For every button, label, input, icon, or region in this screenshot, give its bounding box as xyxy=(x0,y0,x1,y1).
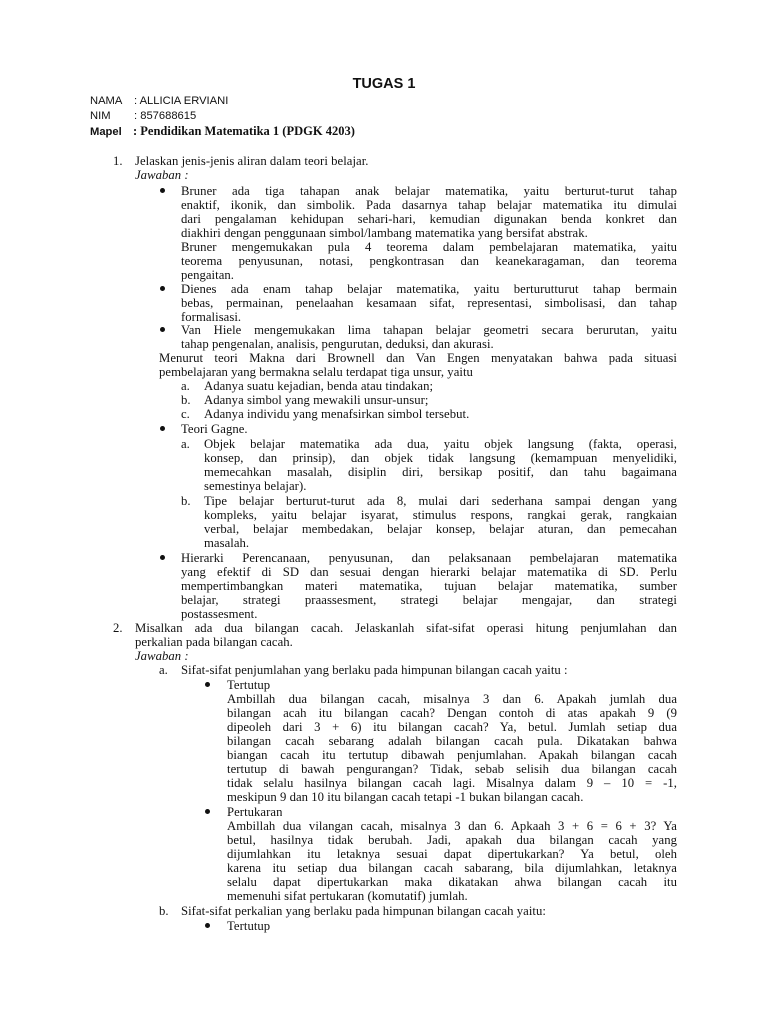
gagne-b-line-2: kompleks, yaitu belajar isyarat, stimulus respons, rangkai gerak, rangkaian xyxy=(204,508,677,522)
bullet-hierarki xyxy=(160,555,165,560)
hierarki-line-3: mempertimbangkan materi matematika, tujuan belajar matematika, sumber xyxy=(181,579,677,593)
gagne-b-line-1: Tipe belajar berturut-turut ada 8, mulai dari sederhana sampai dengan yang xyxy=(204,494,677,508)
bruner-line-5: Bruner mengemukakan pula 4 teorema dalam pembelajaran matematika, yaitu xyxy=(181,240,677,254)
header-nama xyxy=(90,95,228,107)
q2-b-mark: b. xyxy=(159,904,169,918)
gagne-a-line-2: konsep, dan prinsip), dan objek tidak langsung (kemampuan menyelidiki, xyxy=(204,451,677,465)
bruner-line-4: diakhiri dengan penggunaan simbol/lambang matematika yang bersifat abstrak. xyxy=(181,226,588,240)
nama-value: : ALLICIA ERVIANI xyxy=(134,95,229,107)
tertutup-line-3: dipeoleh dari 3 + 6) itu bilangan cacah? Ya, betul. Jumlah setiap dua xyxy=(227,720,677,734)
bruner-line-6: teorema penyusunan, notasi, pengkontrasan dan keanekaragaman, dan teorema xyxy=(181,254,677,268)
mapel-label: Mapel xyxy=(90,126,122,138)
gagne-b-mark: b. xyxy=(181,494,191,508)
pertukaran-line-6: memenuhi sifat pertukaran (komutatif) jumlah. xyxy=(227,889,468,903)
pertukaran-title: Pertukaran xyxy=(227,805,283,819)
hierarki-line-1: Hierarki Perencanaan, penyusunan, dan pelaksanaan pembelajaran matematika xyxy=(181,551,677,565)
bullet-vanhiele xyxy=(160,327,165,332)
hierarki-line-4: belajar, strategi praassesment, strategi belajar mengajar, dan strategi xyxy=(181,593,677,607)
question-2-line-2: perkalian pada bilangan cacah. xyxy=(135,635,293,649)
gagne-a-line-3: memecahkan masalah, disiplin diri, bersikap positif, dan tahu bagaimana xyxy=(204,465,677,479)
dienes-line-3: formalisasi. xyxy=(181,310,242,324)
nim-label: NIM xyxy=(90,110,111,122)
pertukaran-line-4: karena itu setiap dua bilangan cacah sabarang, bila dijumlahkan, letaknya xyxy=(227,861,677,875)
brownell-item-a-mark: a. xyxy=(181,379,190,393)
question-2-number: 2. xyxy=(113,621,123,635)
bullet-tertutup xyxy=(205,682,210,687)
b-tertutup-title: Tertutup xyxy=(227,919,271,933)
gagne-a-line-4: semestinya belajar). xyxy=(204,479,307,493)
brownell-item-a-text: Adanya suatu kejadian, benda atau tindakan; xyxy=(204,379,434,393)
tertutup-line-1: Ambillah dua bilangan cacah, misalnya 3 dan 6. Apakah jumlah dua xyxy=(227,692,677,706)
brownell-item-b-mark: b. xyxy=(181,393,191,407)
vanhiele-line-1: Van Hiele mengemukakan lima tahapan belajar geometri secara berurutan, yaitu xyxy=(181,323,677,337)
pertukaran-line-3: dijumlahkan itu letaknya sesuai dapat dipertukarkan? Ya betul, oleh xyxy=(227,847,677,861)
tertutup-title: Tertutup xyxy=(227,678,271,692)
q2-a-mark: a. xyxy=(159,663,168,677)
page-title: TUGAS 1 xyxy=(352,76,416,92)
header-mapel xyxy=(90,124,355,139)
gagne-b-line-3: verbal, belajar membedakan, belajar konsep, belajar aturan, dan pemecahan xyxy=(204,522,677,536)
gagne-a-line-1: Objek belajar matematika ada dua, yaitu objek langsung (fakta, operasi, xyxy=(204,437,677,451)
bullet-pertukaran xyxy=(205,809,210,814)
bruner-line-7: pengaitan. xyxy=(181,268,234,282)
vanhiele-line-2: tahap pengenalan, analisis, pengurutan, deduksi, dan akurasi. xyxy=(181,337,494,351)
q2-a-text: Sifat-sifat penjumlahan yang berlaku pada himpunan bilangan cacah yaitu : xyxy=(181,663,568,677)
tertutup-line-6: tertutup di bawah pengurangan? Tidak, sebab selisih dua bilangan cacah xyxy=(227,762,677,776)
tertutup-line-8: meskipun 9 dan 10 itu bilangan cacah tetapi -1 bukan bilangan cacah. xyxy=(227,790,584,804)
bruner-line-1: Bruner ada tiga tahapan anak belajar matematika, yaitu berturut-turut tahap xyxy=(181,184,677,198)
tertutup-line-2: bilangan acah itu bilangan cacah? Dengan contoh di atas apakah 9 (9 xyxy=(227,706,677,720)
tertutup-line-5: biangan cacah itu tertutup dibawah penjumlahan. Apakah bilangan cacah xyxy=(227,748,677,762)
pertukaran-line-1: Ambillah dua vilangan cacah, misalnya 3 dan 6. Apkaah 3 + 6 = 6 + 3? Ya xyxy=(227,819,677,833)
tertutup-line-4: bilangan cacah sebarang adalah bilangan cacah pula. Dikatakan bahwa xyxy=(227,734,677,748)
brownell-item-b-text: Adanya simbol yang mewakili unsur-unsur; xyxy=(204,393,429,407)
gagne-a-mark: a. xyxy=(181,437,190,451)
question-2-line-1: Misalkan ada dua bilangan cacah. Jelaskanlah sifat-sifat operasi hitung penjumlahan dan xyxy=(135,621,677,635)
pertukaran-line-5: selalu dapat dipertukarkan maka dikatakan ahwa bilangan cacah itu xyxy=(227,875,677,889)
q2-b-text: Sifat-sifat perkalian yang berlaku pada himpunan bilangan cacah yaitu: xyxy=(181,904,546,918)
hierarki-line-5: postassesment. xyxy=(181,607,258,621)
question-1-number: 1. xyxy=(113,154,123,168)
bullet-bruner xyxy=(160,188,165,193)
question-1-jawaban-label: Jawaban : xyxy=(135,168,189,182)
pertukaran-line-2: betul, hasilnya tidak berubah. Jadi, apakah dua bilangan cacah yang xyxy=(227,833,677,847)
nim-value: : 857688615 xyxy=(134,110,197,122)
brownell-item-c-text: Adanya individu yang menafsirkan simbol tersebut. xyxy=(204,407,470,421)
brownell-item-c-mark: c. xyxy=(181,407,190,421)
bruner-line-2: enaktif, ikonik, dan simbolik. Pada dasarnya tahap belajar matematika itu dimulai xyxy=(181,198,677,212)
gagne-title: Teori Gagne. xyxy=(181,422,248,436)
brownell-line-2: pembelajaran yang bermakna selalu terdapat tiga unsur, yaitu xyxy=(159,365,473,379)
gagne-b-line-4: masalah. xyxy=(204,536,250,550)
brownell-line-1: Menurut teori Makna dari Brownell dan Van Engen menyatakan bahwa pada situasi xyxy=(159,351,677,365)
tertutup-line-7: tidak selalu hasilnya bilangan cacah lagi. Misalnya dalam 9 – 10 = -1, xyxy=(227,776,677,790)
header-nim xyxy=(90,110,196,122)
bullet-b-tertutup xyxy=(205,923,210,928)
hierarki-line-2: yang efektif di SD dan sesuai dengan hierarki belajar matematika di SD. Perlu xyxy=(181,565,677,579)
question-1-text: Jelaskan jenis-jenis aliran dalam teori belajar. xyxy=(135,154,369,168)
dienes-line-1: Dienes ada enam tahap belajar matematika, yaitu berturutturut tahap bermain xyxy=(181,282,677,296)
question-2-jawaban-label: Jawaban : xyxy=(135,649,189,663)
mapel-value: : Pendidikan Matematika 1 (PDGK 4203) xyxy=(133,124,355,138)
dienes-line-2: bebas, permainan, penelaahan kesamaan sifat, representasi, simbolisasi, dan tahap xyxy=(181,296,677,310)
bullet-gagne xyxy=(160,426,165,431)
nama-label: NAMA xyxy=(90,95,123,107)
bruner-line-3: dari pengalaman kehidupan sehari-hari, kemudian digunakan benda konkret dan xyxy=(181,212,677,226)
bullet-dienes xyxy=(160,286,165,291)
